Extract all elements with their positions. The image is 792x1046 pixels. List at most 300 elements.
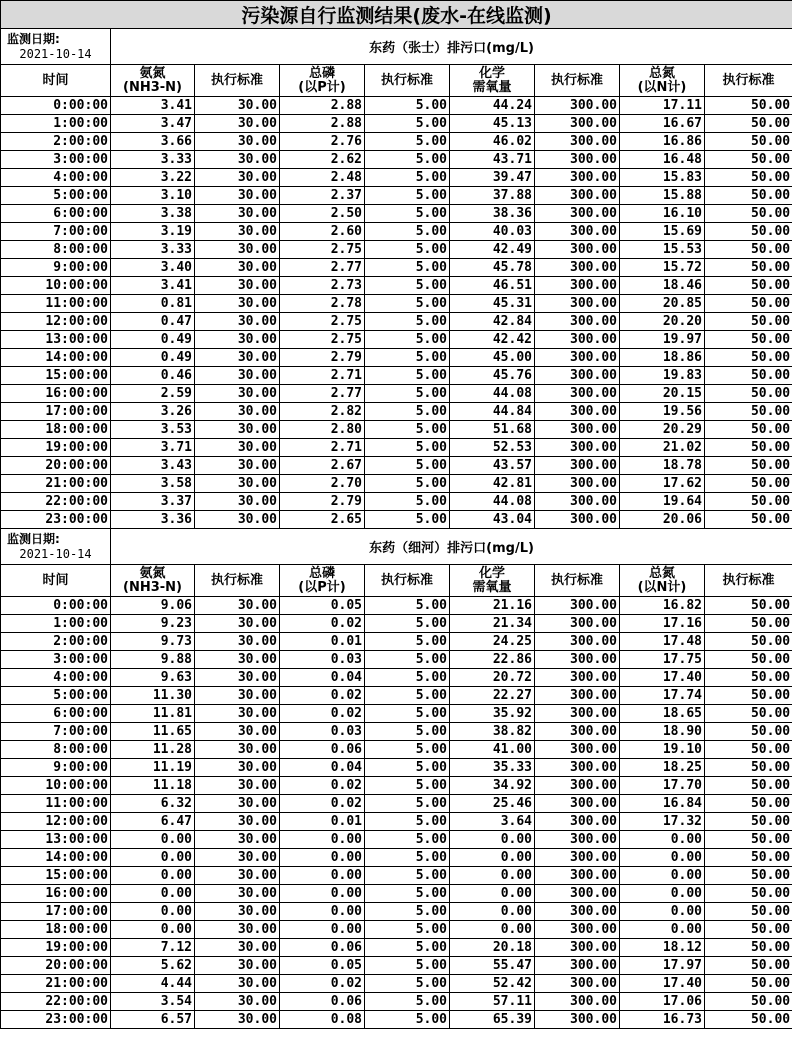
cell-phosphorus: 0.03 — [280, 651, 365, 669]
cell-cod-standard: 300.00 — [535, 741, 620, 759]
table-row — [1, 795, 792, 813]
column-header-line: 执行标准 — [210, 72, 263, 88]
cell-ammonia: 11.65 — [111, 723, 195, 741]
table-row — [1, 331, 792, 349]
cell-ammonia: 9.63 — [111, 669, 195, 687]
cell-ammonia: 6.32 — [111, 795, 195, 813]
cell-nitrogen-standard: 50.00 — [705, 921, 792, 939]
cell-ammonia: 3.40 — [111, 259, 195, 277]
cell-phosphorus: 0.02 — [280, 975, 365, 993]
cell-nitrogen: 17.75 — [620, 651, 705, 669]
cell-time: 20:00:00 — [1, 957, 111, 975]
cell-time: 3:00:00 — [1, 651, 111, 669]
cell-time: 17:00:00 — [1, 903, 111, 921]
cell-time: 2:00:00 — [1, 133, 111, 151]
cell-phosphorus: 0.03 — [280, 723, 365, 741]
cell-ammonia-standard: 30.00 — [195, 313, 280, 331]
cell-time: 15:00:00 — [1, 367, 111, 385]
cell-nitrogen: 20.15 — [620, 385, 705, 403]
cell-cod: 45.76 — [450, 367, 535, 385]
table-row — [1, 813, 792, 831]
cell-cod-standard: 300.00 — [535, 795, 620, 813]
cell-nitrogen-standard: 50.00 — [705, 403, 792, 421]
section-date-row — [1, 529, 792, 565]
cell-ammonia: 3.43 — [111, 457, 195, 475]
cell-phosphorus-standard: 5.00 — [365, 669, 450, 687]
cell-ammonia-standard: 30.00 — [195, 615, 280, 633]
cell-cod: 46.02 — [450, 133, 535, 151]
cell-nitrogen-standard: 50.00 — [705, 349, 792, 367]
cell-time: 18:00:00 — [1, 921, 111, 939]
cell-cod: 34.92 — [450, 777, 535, 795]
outlet-name: 东药（张士）排污口(mg/L) — [111, 29, 792, 65]
cell-phosphorus: 0.02 — [280, 615, 365, 633]
cell-cod-standard: 300.00 — [535, 1011, 620, 1029]
table-row — [1, 457, 792, 475]
cell-cod-standard: 300.00 — [535, 205, 620, 223]
table-row — [1, 759, 792, 777]
cell-nitrogen-standard: 50.00 — [705, 169, 792, 187]
cell-phosphorus-standard: 5.00 — [365, 903, 450, 921]
cell-phosphorus-standard: 5.00 — [365, 331, 450, 349]
cell-ammonia: 9.23 — [111, 615, 195, 633]
cell-ammonia-standard: 30.00 — [195, 367, 280, 385]
table-row — [1, 511, 792, 529]
cell-nitrogen-standard: 50.00 — [705, 687, 792, 705]
cell-cod: 44.08 — [450, 493, 535, 511]
cell-time: 5:00:00 — [1, 687, 111, 705]
cell-phosphorus-standard: 5.00 — [365, 849, 450, 867]
cell-cod: 0.00 — [450, 885, 535, 903]
cell-phosphorus: 0.00 — [280, 885, 365, 903]
cell-time: 14:00:00 — [1, 349, 111, 367]
cell-nitrogen-standard: 50.00 — [705, 795, 792, 813]
cell-cod-standard: 300.00 — [535, 439, 620, 457]
cell-phosphorus: 2.82 — [280, 403, 365, 421]
table-row — [1, 885, 792, 903]
table-row — [1, 651, 792, 669]
cell-cod: 43.57 — [450, 457, 535, 475]
cell-cod-standard: 300.00 — [535, 367, 620, 385]
cell-phosphorus: 0.04 — [280, 759, 365, 777]
cell-ammonia-standard: 30.00 — [195, 475, 280, 493]
cell-ammonia: 7.12 — [111, 939, 195, 957]
cell-cod-standard: 300.00 — [535, 223, 620, 241]
cell-cod-standard: 300.00 — [535, 993, 620, 1011]
cell-ammonia-standard: 30.00 — [195, 597, 280, 615]
cell-phosphorus: 0.02 — [280, 777, 365, 795]
cell-phosphorus-standard: 5.00 — [365, 277, 450, 295]
table-row — [1, 831, 792, 849]
cell-ammonia: 3.41 — [111, 277, 195, 295]
cell-time: 16:00:00 — [1, 885, 111, 903]
cell-phosphorus: 0.00 — [280, 849, 365, 867]
cell-phosphorus: 2.80 — [280, 421, 365, 439]
cell-nitrogen-standard: 50.00 — [705, 831, 792, 849]
cell-cod: 45.13 — [450, 115, 535, 133]
table-row — [1, 723, 792, 741]
cell-nitrogen-standard: 50.00 — [705, 277, 792, 295]
table-row — [1, 975, 792, 993]
cell-time: 19:00:00 — [1, 439, 111, 457]
cell-ammonia-standard: 30.00 — [195, 777, 280, 795]
cell-ammonia-standard: 30.00 — [195, 849, 280, 867]
cell-nitrogen: 17.11 — [620, 97, 705, 115]
cell-nitrogen: 20.29 — [620, 421, 705, 439]
cell-cod-standard: 300.00 — [535, 615, 620, 633]
cell-cod-standard: 300.00 — [535, 187, 620, 205]
cell-phosphorus-standard: 5.00 — [365, 421, 450, 439]
cell-time: 6:00:00 — [1, 705, 111, 723]
cell-phosphorus: 0.00 — [280, 867, 365, 885]
column-header-line: 执行标准 — [722, 72, 775, 88]
table-row — [1, 741, 792, 759]
cell-cod-standard: 300.00 — [535, 169, 620, 187]
cell-time: 0:00:00 — [1, 597, 111, 615]
cell-nitrogen-standard: 50.00 — [705, 903, 792, 921]
cell-ammonia: 0.81 — [111, 295, 195, 313]
table-row — [1, 903, 792, 921]
cell-time: 16:00:00 — [1, 385, 111, 403]
cell-nitrogen-standard: 50.00 — [705, 1011, 792, 1029]
cell-phosphorus: 2.62 — [280, 151, 365, 169]
cell-nitrogen: 16.67 — [620, 115, 705, 133]
cell-phosphorus: 0.02 — [280, 705, 365, 723]
cell-cod-standard: 300.00 — [535, 975, 620, 993]
cell-phosphorus-standard: 5.00 — [365, 115, 450, 133]
cell-cod: 42.49 — [450, 241, 535, 259]
column-header-line: 需氧量 — [472, 79, 512, 95]
table-row — [1, 1011, 792, 1029]
cell-ammonia-standard: 30.00 — [195, 957, 280, 975]
cell-nitrogen-standard: 50.00 — [705, 597, 792, 615]
cell-cod-standard: 300.00 — [535, 723, 620, 741]
cell-phosphorus-standard: 5.00 — [365, 831, 450, 849]
cell-time: 14:00:00 — [1, 849, 111, 867]
cell-phosphorus-standard: 5.00 — [365, 921, 450, 939]
cell-cod: 22.86 — [450, 651, 535, 669]
cell-phosphorus-standard: 5.00 — [365, 723, 450, 741]
cell-nitrogen: 16.73 — [620, 1011, 705, 1029]
cell-phosphorus: 2.78 — [280, 295, 365, 313]
cell-ammonia-standard: 30.00 — [195, 651, 280, 669]
cell-ammonia-standard: 30.00 — [195, 421, 280, 439]
cell-cod-standard: 300.00 — [535, 921, 620, 939]
cell-nitrogen: 0.00 — [620, 831, 705, 849]
table-row — [1, 493, 792, 511]
cell-phosphorus-standard: 5.00 — [365, 939, 450, 957]
table-row — [1, 169, 792, 187]
cell-time: 15:00:00 — [1, 867, 111, 885]
cell-nitrogen-standard: 50.00 — [705, 511, 792, 529]
cell-nitrogen: 20.06 — [620, 511, 705, 529]
cell-nitrogen: 15.88 — [620, 187, 705, 205]
cell-time: 22:00:00 — [1, 993, 111, 1011]
cell-nitrogen-standard: 50.00 — [705, 205, 792, 223]
column-header-line: (以P计) — [298, 79, 346, 95]
cell-ammonia-standard: 30.00 — [195, 187, 280, 205]
cell-ammonia: 3.33 — [111, 241, 195, 259]
cell-cod: 20.72 — [450, 669, 535, 687]
cell-ammonia-standard: 30.00 — [195, 331, 280, 349]
cell-nitrogen-standard: 50.00 — [705, 759, 792, 777]
cell-ammonia: 3.66 — [111, 133, 195, 151]
cell-ammonia-standard: 30.00 — [195, 813, 280, 831]
report-title: 污染源自行监测结果(废水-在线监测) — [1, 1, 792, 29]
column-header-ammonia — [111, 65, 195, 97]
cell-cod-standard: 300.00 — [535, 277, 620, 295]
table-row — [1, 421, 792, 439]
cell-cod: 35.92 — [450, 705, 535, 723]
monitoring-date-label: 监测日期: — [7, 531, 60, 546]
cell-nitrogen: 17.48 — [620, 633, 705, 651]
cell-cod: 42.84 — [450, 313, 535, 331]
cell-nitrogen: 15.53 — [620, 241, 705, 259]
cell-cod: 52.53 — [450, 439, 535, 457]
cell-phosphorus-standard: 5.00 — [365, 475, 450, 493]
column-header-phosphorus-standard — [365, 65, 450, 97]
cell-nitrogen-standard: 50.00 — [705, 957, 792, 975]
cell-ammonia: 6.57 — [111, 1011, 195, 1029]
cell-nitrogen: 20.85 — [620, 295, 705, 313]
cell-time: 12:00:00 — [1, 813, 111, 831]
cell-ammonia: 3.41 — [111, 97, 195, 115]
cell-cod-standard: 300.00 — [535, 511, 620, 529]
column-header-nitrogen-standard — [705, 65, 792, 97]
cell-nitrogen: 16.10 — [620, 205, 705, 223]
cell-cod: 44.24 — [450, 97, 535, 115]
cell-phosphorus: 2.88 — [280, 97, 365, 115]
cell-phosphorus-standard: 5.00 — [365, 759, 450, 777]
cell-phosphorus: 2.77 — [280, 259, 365, 277]
cell-phosphorus-standard: 5.00 — [365, 975, 450, 993]
cell-phosphorus-standard: 5.00 — [365, 741, 450, 759]
table-row — [1, 205, 792, 223]
table-row — [1, 133, 792, 151]
cell-ammonia: 11.30 — [111, 687, 195, 705]
cell-phosphorus: 0.04 — [280, 669, 365, 687]
cell-phosphorus: 2.37 — [280, 187, 365, 205]
column-header-line: 总磷 — [308, 65, 335, 81]
cell-nitrogen-standard: 50.00 — [705, 939, 792, 957]
cell-phosphorus-standard: 5.00 — [365, 511, 450, 529]
cell-cod-standard: 300.00 — [535, 597, 620, 615]
table-row — [1, 615, 792, 633]
table-row — [1, 475, 792, 493]
cell-nitrogen-standard: 50.00 — [705, 421, 792, 439]
cell-phosphorus: 2.50 — [280, 205, 365, 223]
cell-cod-standard: 300.00 — [535, 759, 620, 777]
cell-phosphorus-standard: 5.00 — [365, 457, 450, 475]
column-header-line: (NH3-N) — [123, 579, 182, 595]
cell-ammonia-standard: 30.00 — [195, 759, 280, 777]
cell-time: 23:00:00 — [1, 1011, 111, 1029]
cell-ammonia: 11.19 — [111, 759, 195, 777]
table-row — [1, 403, 792, 421]
cell-ammonia: 0.00 — [111, 921, 195, 939]
cell-nitrogen: 17.32 — [620, 813, 705, 831]
monitoring-date-label: 监测日期: — [7, 31, 60, 46]
monitoring-date: 2021-10-14 — [19, 46, 92, 61]
cell-nitrogen: 15.83 — [620, 169, 705, 187]
cell-time: 11:00:00 — [1, 295, 111, 313]
cell-ammonia-standard: 30.00 — [195, 223, 280, 241]
cell-cod-standard: 300.00 — [535, 669, 620, 687]
cell-time: 6:00:00 — [1, 205, 111, 223]
column-header-line: 时间 — [42, 72, 69, 88]
cell-ammonia: 3.36 — [111, 511, 195, 529]
cell-cod: 42.42 — [450, 331, 535, 349]
monitoring-date-cell — [1, 529, 111, 565]
cell-nitrogen: 18.12 — [620, 939, 705, 957]
cell-time: 10:00:00 — [1, 777, 111, 795]
cell-ammonia-standard: 30.00 — [195, 831, 280, 849]
cell-nitrogen: 19.97 — [620, 331, 705, 349]
cell-phosphorus-standard: 5.00 — [365, 205, 450, 223]
cell-ammonia: 3.37 — [111, 493, 195, 511]
cell-phosphorus: 2.60 — [280, 223, 365, 241]
table-row — [1, 993, 792, 1011]
cell-phosphorus: 2.77 — [280, 385, 365, 403]
cell-nitrogen-standard: 50.00 — [705, 259, 792, 277]
cell-ammonia-standard: 30.00 — [195, 511, 280, 529]
cell-ammonia-standard: 30.00 — [195, 921, 280, 939]
table-row — [1, 957, 792, 975]
column-header-line: 总氮 — [648, 65, 675, 81]
cell-nitrogen: 18.90 — [620, 723, 705, 741]
cell-phosphorus: 0.00 — [280, 903, 365, 921]
cell-time: 5:00:00 — [1, 187, 111, 205]
cell-nitrogen: 18.86 — [620, 349, 705, 367]
cell-phosphorus: 0.08 — [280, 1011, 365, 1029]
cell-cod-standard: 300.00 — [535, 331, 620, 349]
cell-time: 3:00:00 — [1, 151, 111, 169]
cell-cod: 45.00 — [450, 349, 535, 367]
cell-ammonia-standard: 30.00 — [195, 259, 280, 277]
cell-cod: 38.36 — [450, 205, 535, 223]
cell-ammonia: 0.00 — [111, 903, 195, 921]
cell-nitrogen: 17.06 — [620, 993, 705, 1011]
cell-nitrogen-standard: 50.00 — [705, 97, 792, 115]
cell-time: 8:00:00 — [1, 741, 111, 759]
cell-nitrogen-standard: 50.00 — [705, 475, 792, 493]
cell-ammonia: 0.46 — [111, 367, 195, 385]
cell-nitrogen: 19.83 — [620, 367, 705, 385]
cell-ammonia-standard: 30.00 — [195, 277, 280, 295]
cell-cod: 41.00 — [450, 741, 535, 759]
cell-nitrogen-standard: 50.00 — [705, 993, 792, 1011]
cell-phosphorus-standard: 5.00 — [365, 651, 450, 669]
cell-ammonia-standard: 30.00 — [195, 741, 280, 759]
table-row — [1, 241, 792, 259]
cell-cod-standard: 300.00 — [535, 403, 620, 421]
column-header-line: 总磷 — [308, 565, 335, 581]
cell-cod: 25.46 — [450, 795, 535, 813]
cell-nitrogen: 0.00 — [620, 903, 705, 921]
cell-phosphorus: 0.05 — [280, 597, 365, 615]
column-header-nitrogen — [620, 565, 705, 597]
cell-ammonia: 3.47 — [111, 115, 195, 133]
table-row — [1, 385, 792, 403]
monitoring-date-cell — [1, 29, 111, 65]
cell-phosphorus: 0.00 — [280, 831, 365, 849]
cell-time: 1:00:00 — [1, 615, 111, 633]
cell-nitrogen: 18.78 — [620, 457, 705, 475]
cell-ammonia: 0.49 — [111, 331, 195, 349]
cell-ammonia: 3.54 — [111, 993, 195, 1011]
title-row — [1, 1, 792, 29]
cell-nitrogen: 18.46 — [620, 277, 705, 295]
cell-cod: 0.00 — [450, 831, 535, 849]
cell-nitrogen: 17.97 — [620, 957, 705, 975]
cell-phosphorus: 0.05 — [280, 957, 365, 975]
column-header-ammonia — [111, 565, 195, 597]
cell-cod-standard: 300.00 — [535, 133, 620, 151]
column-header-phosphorus-standard — [365, 565, 450, 597]
table-row — [1, 115, 792, 133]
column-header-line: 执行标准 — [380, 72, 433, 88]
cell-ammonia: 3.19 — [111, 223, 195, 241]
cell-nitrogen: 16.84 — [620, 795, 705, 813]
cell-phosphorus-standard: 5.00 — [365, 597, 450, 615]
cell-phosphorus-standard: 5.00 — [365, 777, 450, 795]
cell-cod-standard: 300.00 — [535, 457, 620, 475]
table-row — [1, 849, 792, 867]
cell-cod: 43.04 — [450, 511, 535, 529]
cell-nitrogen: 17.16 — [620, 615, 705, 633]
column-header-line: (以P计) — [298, 579, 346, 595]
outlet-name: 东药（细河）排污口(mg/L) — [111, 529, 792, 565]
cell-time: 19:00:00 — [1, 939, 111, 957]
cell-ammonia-standard: 30.00 — [195, 795, 280, 813]
cell-cod: 57.11 — [450, 993, 535, 1011]
cell-nitrogen: 17.40 — [620, 669, 705, 687]
cell-time: 21:00:00 — [1, 975, 111, 993]
cell-phosphorus: 2.67 — [280, 457, 365, 475]
cell-nitrogen: 15.69 — [620, 223, 705, 241]
cell-ammonia-standard: 30.00 — [195, 151, 280, 169]
cell-phosphorus-standard: 5.00 — [365, 403, 450, 421]
cell-ammonia: 3.58 — [111, 475, 195, 493]
cell-phosphorus: 2.65 — [280, 511, 365, 529]
cell-phosphorus-standard: 5.00 — [365, 241, 450, 259]
cell-nitrogen-standard: 50.00 — [705, 813, 792, 831]
cell-cod: 22.27 — [450, 687, 535, 705]
cell-nitrogen-standard: 50.00 — [705, 849, 792, 867]
cell-nitrogen-standard: 50.00 — [705, 313, 792, 331]
cell-cod: 37.88 — [450, 187, 535, 205]
cell-ammonia: 3.71 — [111, 439, 195, 457]
cell-nitrogen: 15.72 — [620, 259, 705, 277]
cell-nitrogen-standard: 50.00 — [705, 331, 792, 349]
cell-phosphorus: 2.48 — [280, 169, 365, 187]
cell-cod-standard: 300.00 — [535, 957, 620, 975]
cell-ammonia: 3.10 — [111, 187, 195, 205]
cell-phosphorus: 2.71 — [280, 367, 365, 385]
cell-ammonia-standard: 30.00 — [195, 97, 280, 115]
cell-cod-standard: 300.00 — [535, 705, 620, 723]
monitoring-date: 2021-10-14 — [19, 546, 92, 561]
cell-phosphorus: 2.79 — [280, 349, 365, 367]
cell-time: 21:00:00 — [1, 475, 111, 493]
cell-time: 0:00:00 — [1, 97, 111, 115]
cell-cod: 21.16 — [450, 597, 535, 615]
column-header-line: 化学 — [478, 565, 505, 581]
column-header-cod — [450, 565, 535, 597]
cell-cod: 43.71 — [450, 151, 535, 169]
cell-time: 1:00:00 — [1, 115, 111, 133]
cell-ammonia: 5.62 — [111, 957, 195, 975]
